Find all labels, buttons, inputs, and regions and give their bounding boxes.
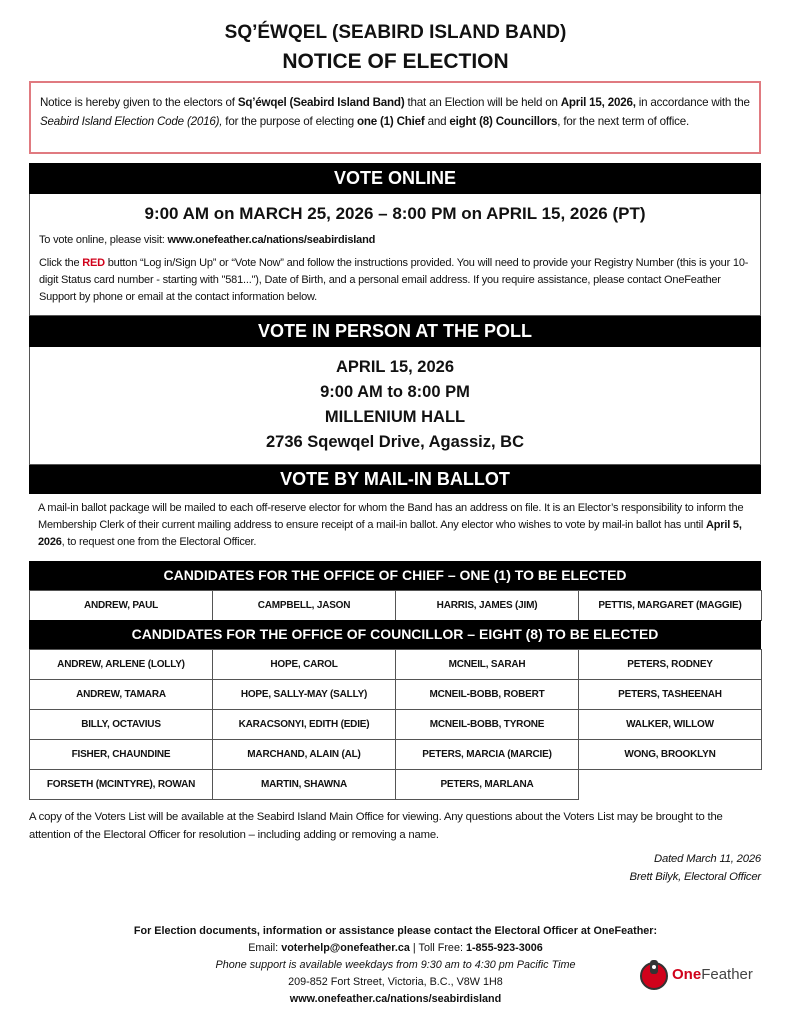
poll-venue: MILLENIUM HALL (324, 408, 466, 426)
band-name: Sq’éwqel (Seabird Island Band) (237, 96, 405, 109)
candidate-cell: WONG, BROOKLYN (578, 739, 762, 770)
mail-text: , to request one from the Electoral Officer. (61, 536, 257, 548)
contact-url-link[interactable]: www.onefeather.ca/nations/seabirdisland (289, 993, 502, 1005)
candidate-cell: MARTIN, SHAWNA (212, 769, 396, 800)
councillor-candidates-grid (29, 649, 761, 799)
vote-in-person-heading: VOTE IN PERSON AT THE POLL (29, 316, 761, 347)
officer-name: Brett Bilyk, Electoral Officer (629, 871, 761, 883)
election-date: April 15, 2026, (560, 96, 636, 109)
candidate-cell (578, 769, 762, 800)
candidate-cell: CAMPBELL, JASON (212, 590, 396, 621)
logo-text-feather: Feather (701, 965, 753, 983)
councillor-count: eight (8) Councillors (449, 115, 558, 128)
mail-text: A mail-in ballot package will be mailed to each off-reserve elector for whom the Band has an address on file. It is an Elector’s responsibility to inform the Membership Clerk of their current mailing address to ensure receipt of a mail-in ballot. Any elector who wishes to vote by mail-in ballot has until (38, 502, 744, 531)
candidate-cell: PETERS, RODNEY (578, 649, 762, 680)
notice-text: and (424, 115, 450, 128)
candidate-cell: HARRIS, JAMES (JIM) (395, 590, 579, 621)
candidate-cell: MCNEIL-BOBB, TYRONE (395, 709, 579, 740)
mail-deadline: April 5, 2026 (38, 519, 742, 548)
vote-in-person-section (29, 347, 761, 465)
onefeather-logo (638, 958, 753, 990)
email-link[interactable]: voterhelp@onefeather.ca (281, 942, 410, 954)
toll-free-label: | Toll Free: (409, 942, 466, 954)
chief-candidates-grid (29, 590, 761, 620)
poll-time: 9:00 AM to 8:00 PM (320, 383, 470, 401)
phone-number: 1-855-923-3006 (465, 942, 543, 954)
voters-list-note: A copy of the Voters List will be available at the Seabird Island Main Office for viewing. Any questions about the Voters List may be brought to the attention of the Electoral Officer for resolution – including adding or removing a name. (29, 811, 723, 841)
support-hours: Phone support is available weekdays from 9:30 am to 4:30 pm Pacific Time (215, 959, 576, 971)
online-url-link[interactable]: www.onefeather.ca/nations/seabirdisland (167, 234, 376, 246)
notice-text: in accordance with the (635, 96, 750, 109)
instructions-text: button “Log in/Sign Up” or “Vote Now” and follow the instructions provided. You will need to provide your Registry Number (this is your 10-digit Status card number - starting with "581..."), Date of Birth, and a personal email address. If you require assistance, please contact OneFeather Support by phone or email at the contact information below. (39, 257, 749, 303)
online-period: 9:00 AM on MARCH 25, 2026 – 8:00 PM on APRIL 15, 2026 (PT) (144, 204, 646, 223)
chief-candidates-heading: CANDIDATES FOR THE OFFICE OF CHIEF – ONE (1) TO BE ELECTED (29, 561, 761, 590)
signature-block (630, 850, 761, 886)
mail-ballot-heading: VOTE BY MAIL-IN BALLOT (29, 465, 761, 494)
contact-address: 209-852 Fort Street, Victoria, B.C., V8W 1H8 (288, 976, 503, 988)
candidate-cell: ANDREW, ARLENE (LOLLY) (29, 649, 213, 680)
band-title: SQ’ÉWQEL (SEABIRD ISLAND BAND) (224, 22, 567, 43)
candidate-cell: HOPE, SALLY-MAY (SALLY) (212, 679, 396, 710)
notice-box (29, 81, 761, 154)
candidate-cell: BILLY, OCTAVIUS (29, 709, 213, 740)
poll-address: 2736 Sqewqel Drive, Agassiz, BC (266, 433, 524, 451)
vote-online-heading: VOTE ONLINE (29, 163, 761, 194)
candidate-cell: MCNEIL-BOBB, ROBERT (395, 679, 579, 710)
candidate-cell: HOPE, CAROL (212, 649, 396, 680)
instructions-text: Click the (39, 257, 83, 269)
visit-label: To vote online, please visit: (39, 234, 168, 246)
candidate-cell: PETERS, TASHEENAH (578, 679, 762, 710)
candidate-cell: PETTIS, MARGARET (MAGGIE) (578, 590, 762, 621)
candidate-cell: WALKER, WILLOW (578, 709, 762, 740)
feather-logo-icon (638, 958, 670, 990)
candidate-cell: ANDREW, TAMARA (29, 679, 213, 710)
chief-count: one (1) Chief (356, 115, 425, 128)
candidate-cell: PETERS, MARCIA (MARCIE) (395, 739, 579, 770)
candidate-cell: FISHER, CHAUNDINE (29, 739, 213, 770)
page-title: NOTICE OF ELECTION (282, 50, 509, 73)
candidate-cell: FORSETH (MCINTYRE), ROWAN (29, 769, 213, 800)
candidate-cell: MARCHAND, ALAIN (AL) (212, 739, 396, 770)
vote-online-section (29, 194, 761, 316)
dated-text: Dated March 11, 2026 (654, 853, 761, 865)
candidate-cell: MCNEIL, SARAH (395, 649, 579, 680)
notice-text: , for the next term of office. (557, 115, 689, 128)
poll-date: APRIL 15, 2026 (335, 358, 454, 376)
candidate-cell: ANDREW, PAUL (29, 590, 213, 621)
contact-heading: For Election documents, information or assistance please contact the Electoral Officer at OneFeather: (133, 925, 658, 937)
logo-text-one: One (672, 965, 702, 983)
candidate-cell: KARACSONYI, EDITH (EDIE) (212, 709, 396, 740)
notice-text: for the purpose of electing (222, 115, 357, 128)
candidate-cell: PETERS, MARLANA (395, 769, 579, 800)
councillor-candidates-heading: CANDIDATES FOR THE OFFICE OF COUNCILLOR – EIGHT (8) TO BE ELECTED (29, 620, 761, 649)
mail-ballot-section (29, 494, 761, 561)
email-label: Email: (248, 942, 282, 954)
notice-text: that an Election will be held on (404, 96, 561, 109)
red-word: RED (82, 257, 105, 269)
election-code: Seabird Island Election Code (2016), (40, 115, 223, 128)
notice-text: Notice is hereby given to the electors of (40, 96, 238, 109)
